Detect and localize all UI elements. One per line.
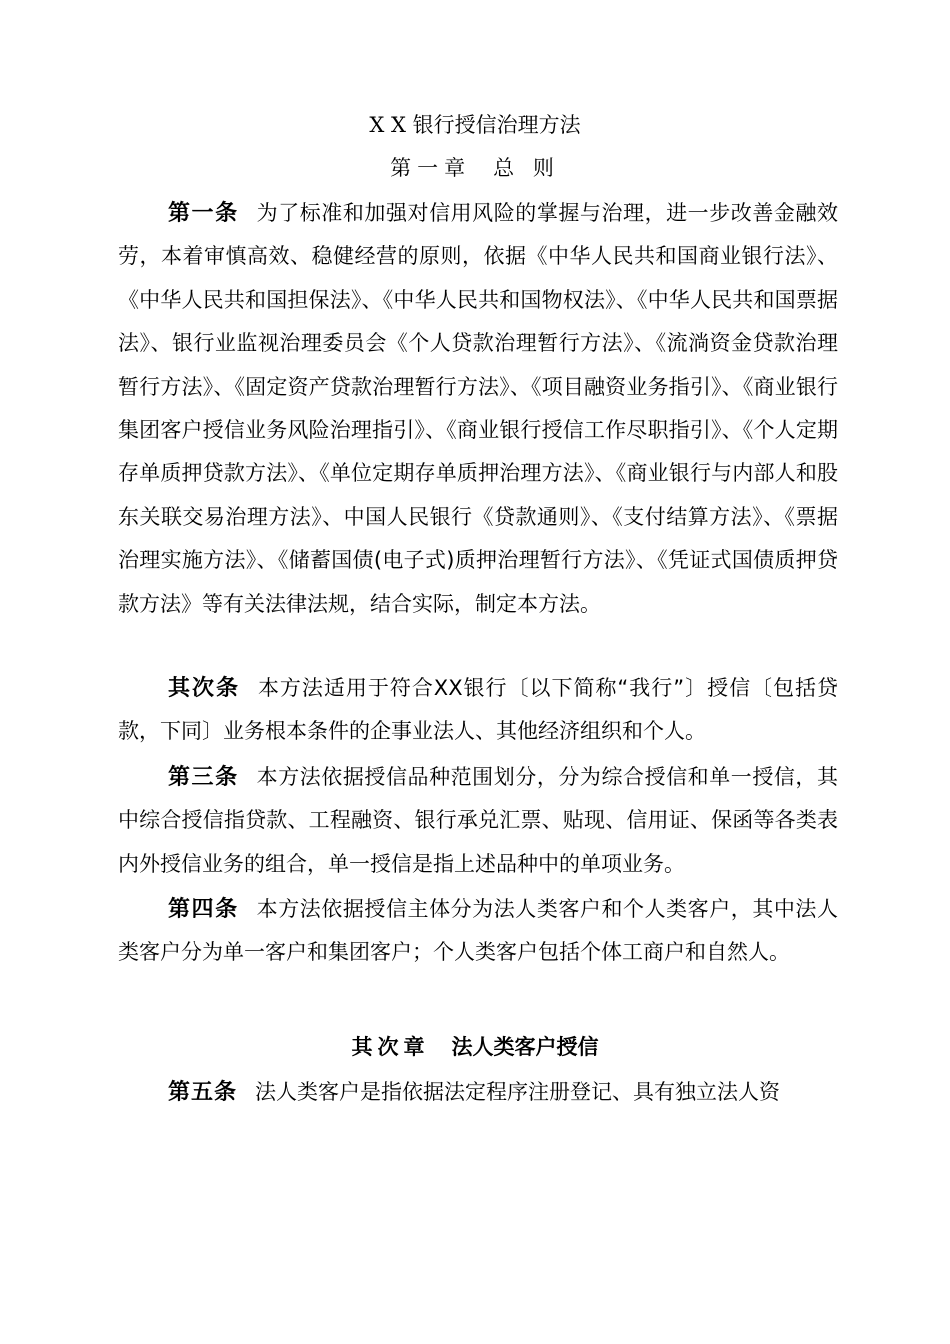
chapter-2-label: 其次章 <box>351 1035 430 1059</box>
article-5-text: 法人类客户是指依据法定程序注册登记、具有独立法人资 <box>255 1080 781 1104</box>
document-title: X X 银行授信治理方法 <box>369 113 581 137</box>
article-3-text: 本方法依据授信品种范围划分，分为综合授信和单一授信，其中综合授信指贷款、工程融资、银行承兑汇票、贴现、信用证、保函等各类表内外授信业务的组合，单一授信是指上述品种中的单项业务。 <box>118 765 838 876</box>
article-4-label: 第四条 <box>168 897 239 922</box>
article-1-label: 第一条 <box>168 201 239 226</box>
chapter-2-name: 法人类客户授信 <box>451 1035 599 1059</box>
article-2 <box>118 667 838 754</box>
article-5 <box>118 1071 838 1114</box>
article-2-label: 其次条 <box>168 676 240 701</box>
article-1 <box>118 192 838 626</box>
article-5-label: 第五条 <box>168 1080 238 1105</box>
chapter-1-heading <box>0 153 950 183</box>
chapter-2-heading <box>0 1032 950 1062</box>
article-2-text: 本方法适用于符合XX银行〔以下简称“我行”〕授信〔包括贷款，下同〕业务根本条件的企事业法人、其他经济组织和个人。 <box>118 676 838 744</box>
chapter-1-label: 第一章 <box>390 156 472 180</box>
article-4-text: 本方法依据授信主体分为法人类客户和个人类客户，其中法人类客户分为单一客户和集团客户；个人类客户包括个体工商户和自然人。 <box>118 897 838 965</box>
article-1-text: 为了标准和加强对信用风险的掌握与治理，进一步改善金融效劳，本着审慎高效、稳健经营的原则，依据《中华人民共和国商业银行法》、《中华人民共和国担保法》、《中华人民共和国物权法》、《中华人民共和国票据法》、银行业监视治理委员会《个人贷款治理暂行方法》、《流淌资金贷款治理暂行方法》、《固定资产贷款治理暂行方法》、《项目融资业务指引》、《商业银行集团客户授信业务风险治理指引》、《商业银行授信工作尽职指引》、《个人定期存单质押贷款方法》、《单位定期存单质押治理方法》、《商业银行与内部人和股东关联交易治理方法》、中国人民银行《贷款通则》、《支付结算方法》、《票据治理实施方法》、《储蓄国债(电子式)质押治理暂行方法》、《凭证式国债质押贷款方法》等有关法律法规，结合实际，制定本方法。 <box>118 201 838 616</box>
chapter-1-name: 总 则 <box>493 156 560 180</box>
article-3-label: 第三条 <box>168 765 239 790</box>
article-3 <box>118 756 838 886</box>
article-4 <box>118 888 838 975</box>
